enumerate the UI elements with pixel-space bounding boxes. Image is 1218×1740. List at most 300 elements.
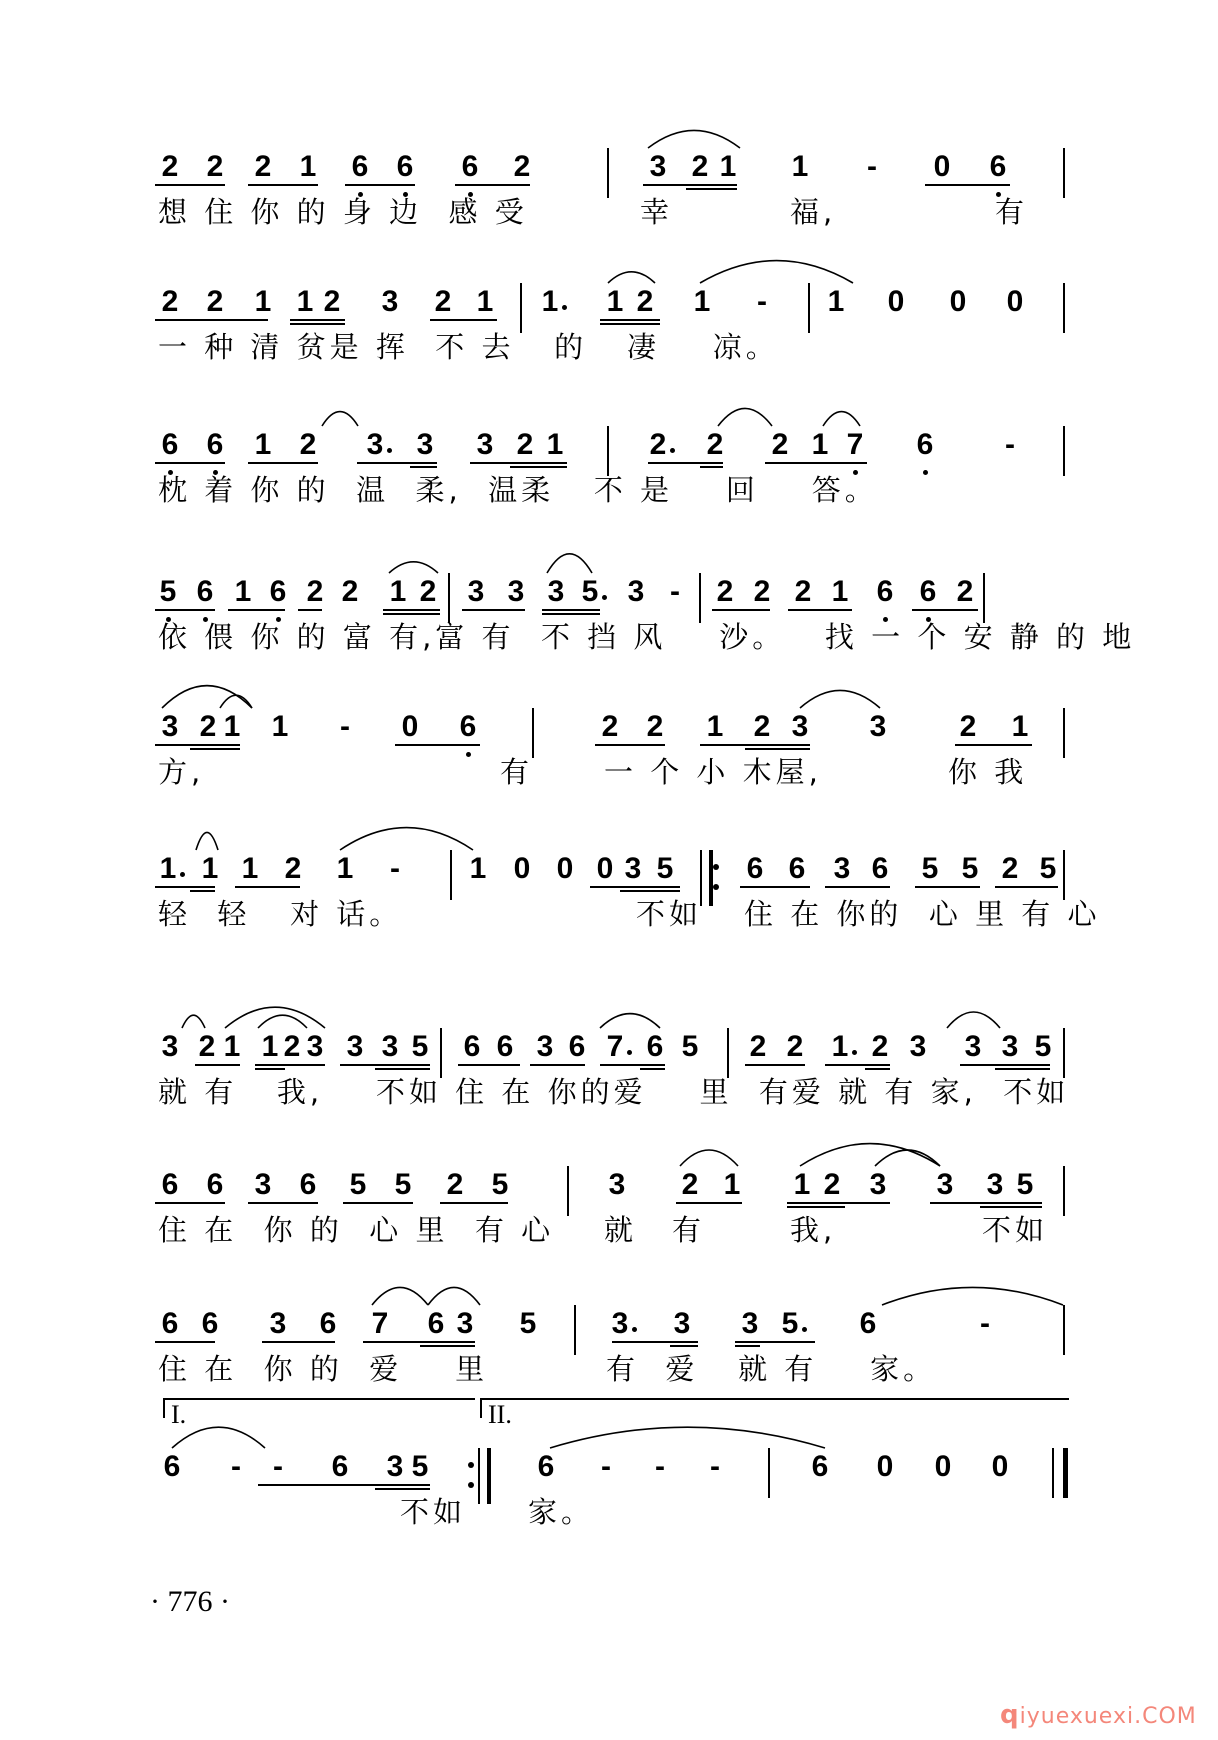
eighth-underline (700, 744, 810, 746)
note: 6 (196, 575, 214, 608)
lyric-text: 福, (790, 195, 837, 229)
eighth-underline (155, 744, 240, 746)
note: 3 (547, 575, 565, 608)
note: 3 (624, 852, 642, 885)
eighth-underline (363, 1341, 475, 1343)
lyric-text: 你 我 (948, 755, 1028, 789)
augmentation-dot (387, 448, 392, 453)
eighth-underline (340, 1064, 430, 1066)
note: 3 (869, 710, 887, 743)
lyric-text: 有 爱 就 有 家。 (606, 1352, 937, 1386)
lyric-text: 幸 (640, 195, 674, 229)
note: 1 (296, 285, 314, 318)
augmentation-dot (802, 1327, 807, 1332)
slur-arc (428, 1287, 480, 1305)
note: 7 (606, 1030, 624, 1063)
slur-arc (800, 1144, 940, 1166)
note: 5 (394, 1168, 412, 1201)
sixteenth-underline (190, 890, 215, 892)
eighth-underline (745, 1064, 805, 1066)
note: 6 (396, 150, 414, 183)
slur-arc (550, 1427, 825, 1448)
note: 1 (606, 285, 624, 318)
sixteenth-underline (980, 1206, 1042, 1208)
barline (1063, 1166, 1065, 1216)
note: 5 (656, 852, 674, 885)
note: 5 (961, 852, 979, 885)
note: 1 (241, 852, 259, 885)
note: 5 (921, 852, 939, 885)
note: 2 (299, 428, 317, 461)
note: 6 (269, 575, 287, 608)
note: 5 (581, 575, 599, 608)
note: 1 (831, 575, 849, 608)
note: 5 (1016, 1168, 1034, 1201)
note: 5 (1034, 1030, 1052, 1063)
note: 3 (986, 1168, 1004, 1201)
sixteenth-underline (600, 323, 660, 325)
barline (983, 573, 985, 623)
note: 6 (811, 1450, 829, 1483)
note: 1 (234, 575, 252, 608)
note: 1 (831, 1030, 849, 1063)
repeat-dot (468, 1462, 474, 1468)
eighth-underline (600, 1064, 665, 1066)
note: 1 (254, 428, 272, 461)
note: 1 (389, 575, 407, 608)
note: 2 (753, 710, 771, 743)
note: 2 (419, 575, 437, 608)
eighth-underline (430, 319, 497, 321)
eighth-underline (925, 184, 1010, 186)
augmentation-dot (852, 1050, 857, 1055)
note: 2 (771, 428, 789, 461)
slur-arc (389, 562, 438, 573)
note: 1 (693, 285, 711, 318)
low-octave-dot (923, 470, 928, 475)
eighth-underline (765, 462, 867, 464)
note: 3 (416, 428, 434, 461)
note: 5 (1039, 852, 1057, 885)
eighth-underline (235, 886, 300, 888)
note: 2 (749, 1030, 767, 1063)
sixteenth-underline (290, 323, 345, 325)
note: 3 (254, 1168, 272, 1201)
lyric-text: 一 种 清 贫是 挥 不 去 的 凄 凉。 (158, 330, 779, 364)
barline (1063, 148, 1065, 198)
note: 2 (254, 150, 272, 183)
dash-extension: - (1005, 428, 1015, 461)
slur-arc (882, 1287, 1063, 1305)
lyric-text: 枕 着 你 的 温 柔, 温柔 不 是 回 答。 (158, 473, 878, 507)
barline (567, 1166, 569, 1216)
note: 7 (371, 1307, 389, 1340)
eighth-underline (600, 319, 660, 321)
lyric-text: 不如 (982, 1213, 1049, 1247)
note: 3 (346, 1030, 364, 1063)
eighth-underline (258, 1484, 325, 1486)
eighth-underline (155, 462, 225, 464)
eighth-underline (458, 1064, 520, 1066)
note: 2 (341, 575, 359, 608)
sixteenth-underline (375, 1068, 430, 1070)
augmentation-dot (602, 595, 607, 600)
sixteenth-underline (700, 466, 723, 468)
sixteenth-underline (745, 748, 810, 750)
note: 2 (284, 852, 302, 885)
lyric-text: 住 在 你 的 爱 里 (158, 1352, 489, 1386)
note: 1 (546, 428, 564, 461)
sixteenth-underline (670, 1345, 698, 1347)
note: 2 (636, 285, 654, 318)
note: 6 (746, 852, 764, 885)
note: 2 (786, 1030, 804, 1063)
note: 6 (206, 1168, 224, 1201)
note: 1 (719, 150, 737, 183)
eighth-underline (343, 1202, 413, 1204)
note: 1 (706, 710, 724, 743)
eighth-underline (195, 1064, 240, 1066)
note: 5 (681, 1030, 699, 1063)
note: 1 (1011, 710, 1029, 743)
slur-arc (258, 1015, 307, 1028)
rest: 0 (1006, 285, 1024, 318)
lyric-text: 轻 轻 对 话。 (158, 897, 403, 931)
note: 1 (223, 1030, 241, 1063)
note: 2 (446, 1168, 464, 1201)
sixteenth-underline (420, 1345, 475, 1347)
slur-arc (823, 412, 860, 426)
lyric-text: 就 有 我, 不如 住 在 你的爱 里 有爱 就 有 家, 不如 (158, 1075, 1070, 1109)
note: 6 (871, 852, 889, 885)
note: 3 (161, 710, 179, 743)
note: 3 (649, 150, 667, 183)
slur-arc (680, 1150, 738, 1166)
note: 5 (349, 1168, 367, 1201)
barline (768, 1448, 770, 1498)
eighth-underline (590, 886, 680, 888)
note: 2 (199, 710, 217, 743)
eighth-underline (155, 886, 215, 888)
eighth-underline (995, 886, 1058, 888)
note: 6 (161, 1307, 179, 1340)
note: 3 (673, 1307, 691, 1340)
note: 3 (627, 575, 645, 608)
eighth-underline (648, 462, 723, 464)
note: 3 (936, 1168, 954, 1201)
note: 3 (386, 1450, 404, 1483)
lyric-text: 住 在 你的 心 里 有 心 (744, 897, 1101, 931)
eighth-underline (155, 184, 225, 186)
dash-extension: - (670, 575, 680, 608)
eighth-underline (345, 184, 415, 186)
dash-extension: - (231, 1450, 241, 1483)
eighth-underline (395, 744, 480, 746)
note: 5 (411, 1030, 429, 1063)
note: 3 (909, 1030, 927, 1063)
note: 1 (723, 1168, 741, 1201)
note: 6 (459, 710, 477, 743)
rest: 0 (991, 1450, 1009, 1483)
note: 2 (306, 575, 324, 608)
sixteenth-underline (620, 890, 680, 892)
barline (450, 850, 452, 900)
note: 3 (611, 1307, 629, 1340)
note: 6 (496, 1030, 514, 1063)
note: 6 (427, 1307, 445, 1340)
eighth-underline (930, 1202, 1042, 1204)
lyric-text: 不如 (400, 1495, 467, 1529)
watermark-text: iyuexuexi.COM (1019, 1704, 1197, 1729)
low-octave-dot (466, 752, 471, 757)
dash-extension: - (390, 852, 400, 885)
slur-arc (372, 1287, 428, 1305)
site-watermark (1000, 1700, 1197, 1730)
note: 6 (201, 1307, 219, 1340)
slur-arc (547, 554, 592, 573)
eighth-underline (712, 609, 770, 611)
note: 1 (793, 1168, 811, 1201)
note: 2 (681, 1168, 699, 1201)
note: 2 (649, 428, 667, 461)
lyric-text: 家。 (528, 1495, 595, 1529)
note: 1 (254, 285, 272, 318)
note: 2 (283, 1030, 301, 1063)
eighth-underline (735, 1341, 815, 1343)
eighth-underline (155, 1341, 215, 1343)
lyric-text: 不如 (636, 897, 703, 931)
note: 6 (319, 1307, 337, 1340)
rest: 0 (933, 150, 951, 183)
eighth-underline (248, 462, 318, 464)
slur-arc (182, 1015, 205, 1028)
eighth-underline (325, 1484, 430, 1486)
eighth-underline (825, 1064, 890, 1066)
slur-arc (340, 828, 473, 850)
slur-arc (600, 1014, 660, 1028)
augmentation-dot (562, 305, 567, 310)
barline (1063, 426, 1065, 476)
rest: 0 (949, 285, 967, 318)
eighth-underline (248, 184, 318, 186)
note: 6 (859, 1307, 877, 1340)
rest: 0 (401, 710, 419, 743)
eighth-underline (262, 1341, 335, 1343)
note: 3 (269, 1307, 287, 1340)
dash-extension: - (340, 710, 350, 743)
note: 2 (753, 575, 771, 608)
sixteenth-underline (190, 748, 240, 750)
eighth-underline (440, 1202, 508, 1204)
slur-arc (322, 412, 358, 426)
note: 6 (646, 1030, 664, 1063)
note: 2 (794, 575, 812, 608)
lyric-text: 一 个 小 木屋, (604, 755, 822, 789)
barline (440, 1028, 442, 1078)
sixteenth-underline (735, 1345, 760, 1347)
slur-arc (608, 272, 655, 283)
note: 2 (513, 150, 531, 183)
lyric-text: 有 (995, 195, 1029, 229)
barline (1063, 708, 1065, 758)
note: 1 (469, 852, 487, 885)
note: 3 (1001, 1030, 1019, 1063)
dash-extension: - (757, 285, 767, 318)
barline (1063, 850, 1065, 900)
note: 2 (206, 150, 224, 183)
barline (1063, 283, 1065, 333)
note: 1 (476, 285, 494, 318)
volta-label: I. (171, 1400, 187, 1429)
note: 3 (381, 285, 399, 318)
sixteenth-underline (686, 188, 737, 190)
slur-arc (220, 695, 252, 708)
note: 2 (956, 575, 974, 608)
slur-arc (875, 1150, 940, 1166)
note: 3 (791, 710, 809, 743)
note: 2 (601, 710, 619, 743)
note: 1 (827, 285, 845, 318)
volta-bracket (163, 1398, 475, 1418)
note: 5 (491, 1168, 509, 1201)
note: 6 (919, 575, 937, 608)
note: 1 (336, 852, 354, 885)
note: 1 (299, 150, 317, 183)
note: 3 (366, 428, 384, 461)
barline (808, 283, 810, 333)
eighth-underline (788, 609, 852, 611)
note: 1 (271, 710, 289, 743)
note: 5 (159, 575, 177, 608)
barline (448, 573, 450, 623)
note: 2 (646, 710, 664, 743)
note: 5 (519, 1307, 537, 1340)
note: 6 (299, 1168, 317, 1201)
note: 3 (161, 1030, 179, 1063)
repeat-end-barline (478, 1448, 491, 1504)
eighth-underline (530, 1064, 585, 1066)
barline (574, 1305, 576, 1355)
dash-extension: - (867, 150, 877, 183)
note: 3 (869, 1168, 887, 1201)
barline (520, 283, 522, 333)
rest: 0 (934, 1450, 952, 1483)
note: 6 (537, 1450, 555, 1483)
eighth-underline (155, 1202, 225, 1204)
note: 6 (461, 150, 479, 183)
eighth-underline (912, 609, 978, 611)
note: 6 (568, 1030, 586, 1063)
sixteenth-underline (383, 613, 440, 615)
barline (699, 573, 701, 623)
volta-label: II. (488, 1400, 512, 1429)
dash-extension: - (980, 1307, 990, 1340)
sixteenth-underline (410, 466, 437, 468)
lyric-text: 方, (158, 755, 205, 789)
eighth-underline (357, 462, 437, 464)
sixteenth-underline (510, 466, 567, 468)
note: 3 (381, 1030, 399, 1063)
repeat-dot (713, 864, 719, 870)
dash-extension: - (601, 1450, 611, 1483)
note: 1 (811, 428, 829, 461)
eighth-underline (825, 886, 890, 888)
note: 2 (161, 285, 179, 318)
final-barline (1052, 1448, 1068, 1498)
rest: 0 (556, 852, 574, 885)
barline (727, 1028, 729, 1078)
eighth-underline (595, 744, 665, 746)
slur-arc (700, 261, 853, 283)
note: 1 (541, 285, 559, 318)
note: 2 (706, 428, 724, 461)
note: 2 (691, 150, 709, 183)
note: 3 (536, 1030, 554, 1063)
note: 6 (206, 428, 224, 461)
sixteenth-underline (865, 1068, 890, 1070)
note: 5 (411, 1450, 429, 1483)
lyric-text: 就 (604, 1213, 638, 1247)
barline (1063, 1305, 1065, 1355)
eighth-underline (542, 609, 600, 611)
eighth-underline (455, 184, 530, 186)
lyric-text: 我, (790, 1213, 837, 1247)
eighth-underline (383, 609, 440, 611)
note: 1 (261, 1030, 279, 1063)
eighth-underline (915, 886, 980, 888)
dash-extension: - (655, 1450, 665, 1483)
slur-arc (648, 130, 740, 148)
sixteenth-underline (787, 1206, 845, 1208)
lyric-text: 依 偎 你 的 富 有,富 有 不 挡 风 沙。 找 一 个 安 静 的 地 (158, 620, 1136, 654)
slur-arc (172, 1427, 265, 1448)
note: 6 (788, 852, 806, 885)
note: 2 (823, 1168, 841, 1201)
volta-bracket (480, 1398, 1069, 1418)
dash-extension: - (710, 1450, 720, 1483)
lyric-text: 住 在 你 的 心 里 有 心 (158, 1213, 555, 1247)
slur-arc (196, 832, 218, 850)
eighth-underline (643, 184, 737, 186)
note: 2 (198, 1030, 216, 1063)
note: 5 (781, 1307, 799, 1340)
note: 2 (1001, 852, 1019, 885)
eighth-underline (612, 1341, 698, 1343)
slur-arc (718, 408, 772, 426)
sixteenth-underline (542, 613, 600, 615)
note: 1 (159, 852, 177, 885)
lyric-text: 想 住 你 的 身 边 感 受 (158, 195, 528, 229)
barline (532, 708, 534, 758)
note: 2 (716, 575, 734, 608)
slur-arc (947, 1012, 1000, 1028)
eighth-underline (470, 462, 567, 464)
sixteenth-underline (255, 1068, 285, 1070)
note: 3 (476, 428, 494, 461)
slur-arc (162, 686, 252, 708)
lyric-text: 有 (500, 755, 534, 789)
eighth-underline (212, 319, 268, 321)
note: 7 (846, 428, 864, 461)
slur-arc (225, 1007, 325, 1028)
rest: 0 (887, 285, 905, 318)
dash-extension: - (273, 1450, 283, 1483)
eighth-underline (290, 319, 345, 321)
note: 1 (223, 710, 241, 743)
note: 6 (163, 1450, 181, 1483)
augmentation-dot (627, 1050, 632, 1055)
rest: 0 (596, 852, 614, 885)
